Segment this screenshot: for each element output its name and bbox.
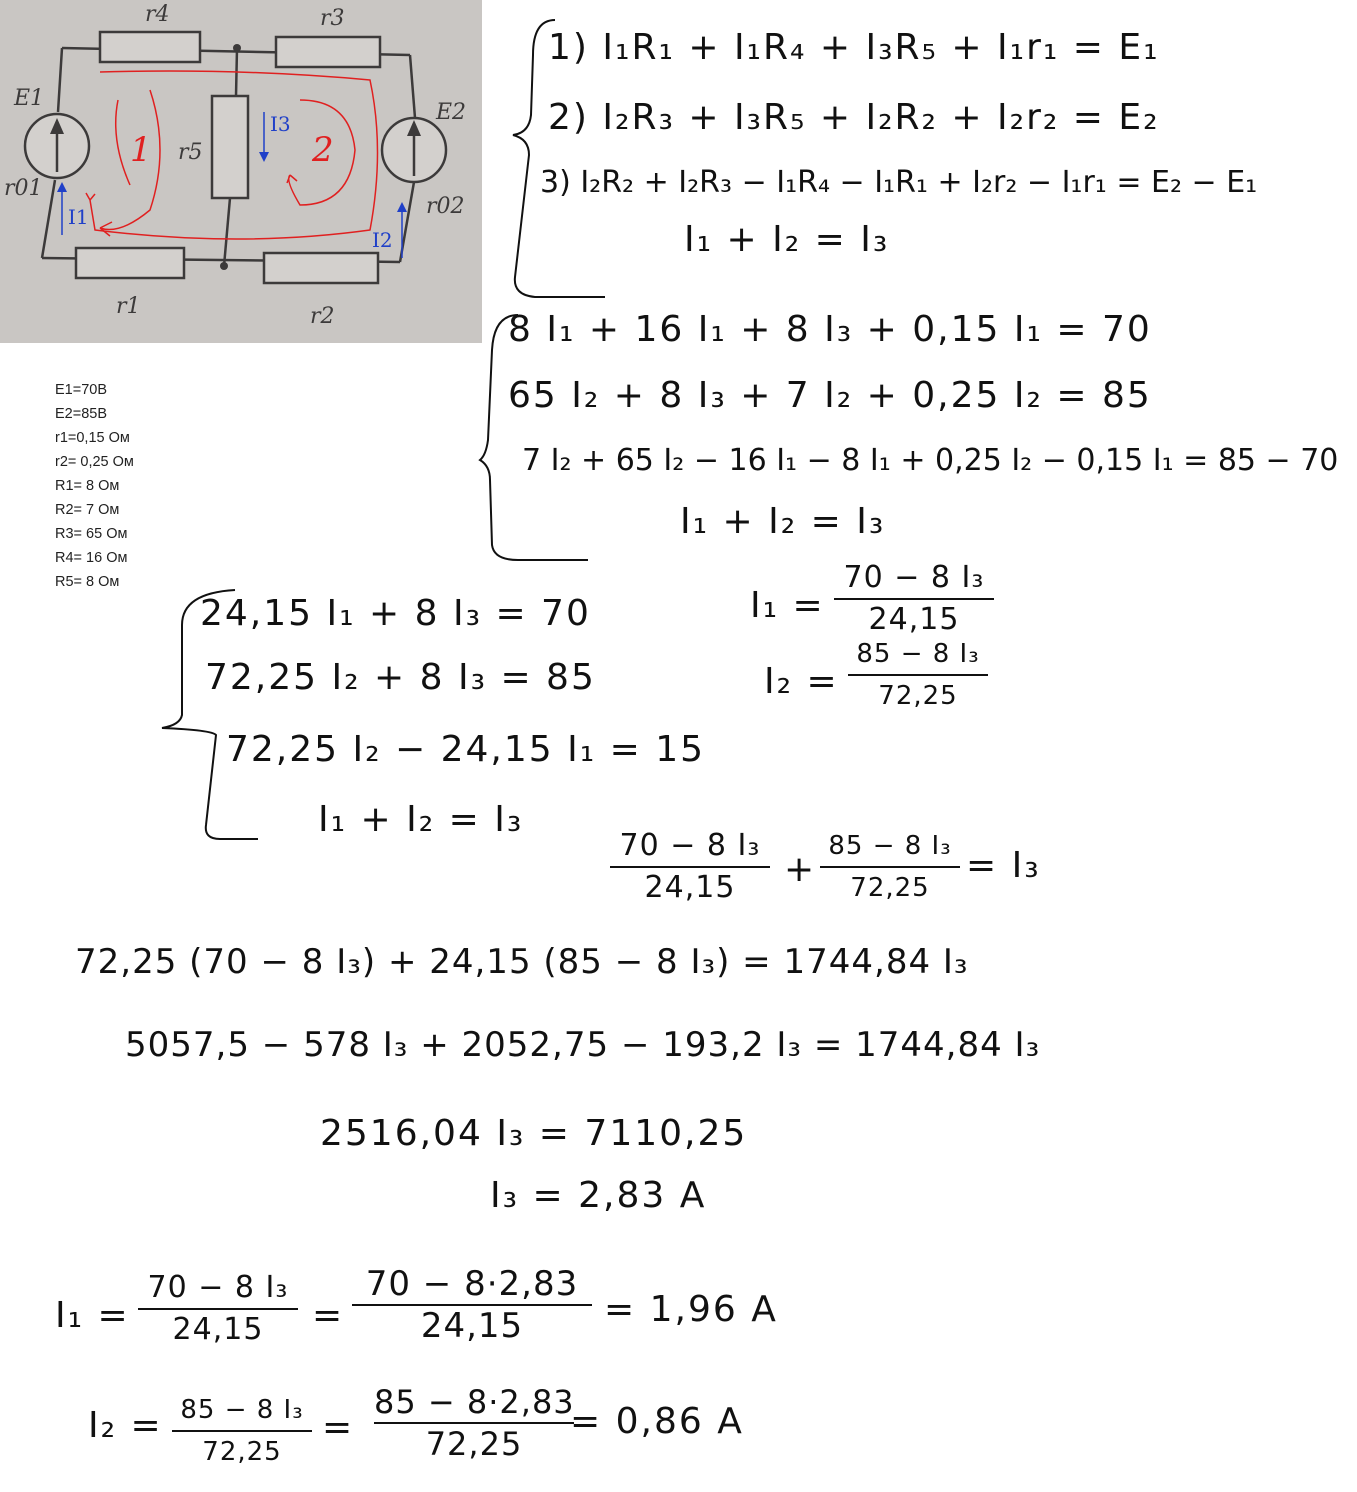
label-i1: I1 (68, 205, 89, 229)
label-loop-2: 2 (312, 130, 334, 170)
i1-final-eq: = (312, 1295, 345, 1336)
given-r1-small: r1=0,15 Ом (55, 430, 130, 446)
sum-num-2: 85 − 8 I₃ (828, 831, 952, 861)
i1-final-den-2: 24,15 (420, 1306, 524, 1346)
i1-final-fraction-1 (138, 1270, 298, 1348)
label-r2: r2 (310, 304, 335, 329)
i1-final-fraction-2 (352, 1266, 592, 1344)
i2-expr-fraction (848, 636, 988, 714)
i2-final-result: = 0,86 A (570, 1401, 744, 1442)
step-1: 72,25 (70 − 8 I₃) + 24,15 (85 − 8 I₃) = 1744,84 I₃ (75, 942, 969, 982)
i1-final-num-2: 70 − 8·2,83 (365, 1264, 579, 1304)
i2-expr-num: 85 − 8 I₃ (856, 639, 980, 669)
given-e1: E1=70B (55, 382, 108, 398)
system1-eq4: I₁ + I₂ = I₃ (684, 219, 890, 260)
i1-expr-lhs: I₁ = (750, 585, 825, 626)
given-R3: R3= 65 Ом (55, 526, 128, 542)
label-r1: r1 (116, 294, 141, 319)
step-4-i3-result: I₃ = 2,83 A (490, 1175, 707, 1216)
label-r01: r01 (4, 176, 43, 201)
i1-expr-den: 24,15 (868, 602, 960, 637)
i2-expr-lhs: I₂ = (764, 661, 839, 702)
resistor-r3 (276, 37, 380, 67)
i2-final-num-1: 85 − 8 I₃ (180, 1395, 304, 1425)
given-R2: R2= 7 Ом (55, 502, 120, 518)
circuit-diagram (0, 0, 482, 343)
i2-final-lhs: I₂ = (88, 1405, 163, 1446)
i1-expr-num: 70 − 8 I₃ (843, 560, 985, 595)
system3-eq1: 24,15 I₁ + 8 I₃ = 70 (200, 593, 591, 634)
i2-final-num-2: 85 − 8·2,83 (374, 1383, 575, 1421)
label-r3: r3 (320, 6, 345, 31)
given-r2-small: r2= 0,25 Ом (55, 454, 134, 470)
i1-final-num-1: 70 − 8 I₃ (147, 1270, 289, 1305)
i1-final-result: = 1,96 A (604, 1289, 778, 1330)
i2-expr-den: 72,25 (878, 681, 958, 711)
i1-final-den-1: 24,15 (172, 1312, 264, 1347)
resistor-r5 (212, 96, 248, 198)
label-i2: I2 (372, 228, 393, 252)
given-R5: R5= 8 Ом (55, 574, 120, 590)
label-e2: E2 (436, 100, 467, 125)
given-R4: R4= 16 Ом (55, 550, 128, 566)
given-e2: E2=85B (55, 406, 108, 422)
i2-final-fraction-1 (172, 1392, 312, 1470)
sum-fraction-1 (610, 828, 770, 906)
circuit-photo (0, 0, 482, 343)
sum-rhs: = I₃ (966, 845, 1041, 886)
i2-final-eq: = (322, 1407, 355, 1448)
i2-final-den-2: 72,25 (425, 1425, 523, 1463)
label-i3: I3 (270, 112, 291, 136)
i2-final-fraction-2 (374, 1384, 574, 1462)
i1-expr-fraction (834, 560, 994, 638)
step-2: 5057,5 − 578 I₃ + 2052,75 − 193,2 I₃ = 1744,84 I₃ (125, 1025, 1041, 1065)
given-values (55, 378, 134, 594)
system2-eq2: 65 I₂ + 8 I₃ + 7 I₂ + 0,25 I₂ = 85 (508, 375, 1152, 416)
resistor-r4 (100, 32, 200, 62)
resistor-r1 (76, 248, 184, 278)
system2-eq4: I₁ + I₂ = I₃ (680, 501, 886, 542)
label-r4: r4 (145, 2, 170, 27)
system1-eq2: 2) I₂R₃ + I₃R₅ + I₂R₂ + I₂r₂ = E₂ (548, 97, 1160, 138)
sum-num-1: 70 − 8 I₃ (619, 828, 761, 863)
system1-eq1: 1) I₁R₁ + I₁R₄ + I₃R₅ + I₁r₁ = E₁ (548, 27, 1160, 68)
system3-eq2: 72,25 I₂ + 8 I₃ = 85 (205, 657, 596, 698)
label-loop-1: 1 (130, 130, 152, 170)
sum-fraction-2 (820, 828, 960, 906)
system1-eq3: 3) I₂R₂ + I₂R₃ − I₁R₄ − I₁R₁ + I₂r₂ − I₁r₁ = E₂ − E₁ (540, 165, 1258, 200)
system3-eq4: I₁ + I₂ = I₃ (318, 799, 524, 840)
i2-final-den-1: 72,25 (202, 1437, 282, 1467)
given-R1: R1= 8 Ом (55, 478, 120, 494)
label-e1: E1 (14, 86, 45, 111)
system2-eq3: 7 I₂ + 65 I₂ − 16 I₁ − 8 I₁ + 0,25 I₂ − 0,15 I₁ = 85 − 70 (522, 443, 1339, 478)
i1-final-lhs: I₁ = (55, 1295, 130, 1336)
label-r02: r02 (426, 194, 465, 219)
step-3: 2516,04 I₃ = 7110,25 (320, 1113, 748, 1154)
sum-den-1: 24,15 (644, 870, 736, 905)
system3-eq3: 72,25 I₂ − 24,15 I₁ = 15 (226, 729, 706, 770)
system2-eq1: 8 I₁ + 16 I₁ + 8 I₃ + 0,15 I₁ = 70 (508, 309, 1152, 350)
resistor-r2 (264, 253, 378, 283)
label-r5: r5 (178, 140, 203, 165)
sum-den-2: 72,25 (850, 873, 930, 903)
sum-plus: + (784, 849, 817, 890)
